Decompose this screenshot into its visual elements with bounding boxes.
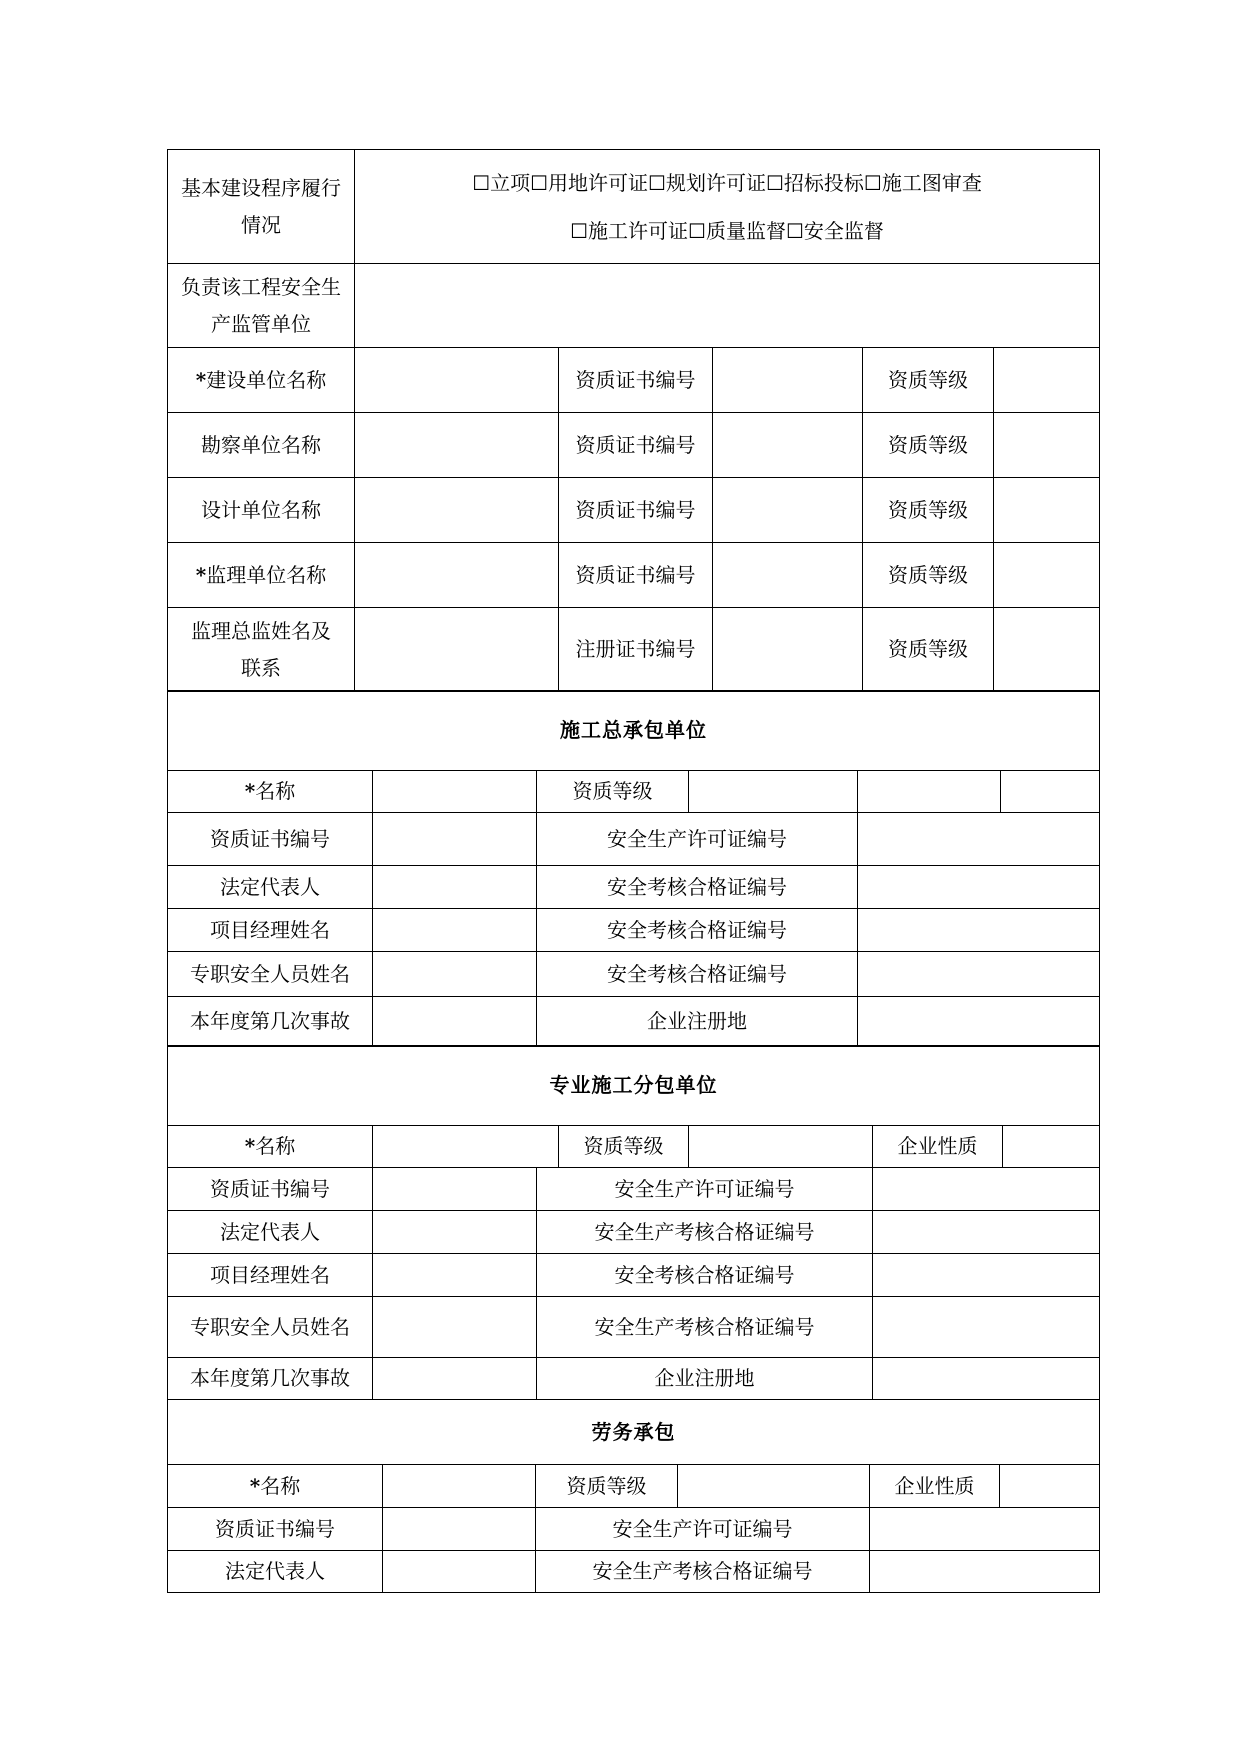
sc-assessment-cert-value[interactable]: [873, 1254, 1100, 1297]
gc-assessment-cert-label: 安全考核合格证编号: [537, 952, 858, 997]
lc-assessment-cert-value[interactable]: [870, 1551, 1100, 1593]
table-row: [168, 1358, 1100, 1400]
cert-no-label: 资质证书编号: [559, 478, 713, 543]
supervision-unit-value[interactable]: [355, 543, 559, 608]
gc-pm-name-label: 项目经理姓名: [168, 909, 373, 952]
procedure-options-line-2[interactable]: ☐施工许可证☐质量监督☐安全监督: [570, 218, 884, 243]
grade-label: 资质等级: [863, 478, 994, 543]
sc-legal-rep-value[interactable]: [373, 1211, 537, 1254]
gc-legal-rep-value[interactable]: [373, 866, 537, 909]
sc-nature-label: 企业性质: [873, 1126, 1003, 1168]
cert-no-value[interactable]: [713, 348, 863, 413]
gc-safety-license-value[interactable]: [858, 813, 1100, 866]
gc-safety-staff-label: 专职安全人员姓名: [168, 952, 373, 997]
grade-label: 资质等级: [863, 348, 994, 413]
gc-cert-no-value[interactable]: [373, 813, 537, 866]
lc-safety-license-value[interactable]: [870, 1508, 1100, 1551]
labor-contractor-table: [167, 1399, 1100, 1593]
cert-no-value[interactable]: [713, 413, 863, 478]
gc-extra-value-1[interactable]: [858, 771, 1001, 813]
table-row: [168, 1465, 1100, 1508]
lc-name-value[interactable]: [383, 1465, 536, 1508]
procedure-checkbox-cell[interactable]: [355, 150, 1100, 264]
sc-name-value[interactable]: [373, 1126, 559, 1168]
sc-accident-count-label: 本年度第几次事故: [168, 1358, 373, 1400]
project-units-table: [167, 149, 1100, 692]
procedure-options-line-1[interactable]: ☐立项☐用地许可证☐规划许可证☐招标投标☐施工图审查: [472, 170, 982, 195]
sc-name-label: *名称: [168, 1126, 373, 1168]
sc-legal-rep-label: 法定代表人: [168, 1211, 373, 1254]
registration-no-label: 注册证书编号: [559, 608, 713, 692]
construction-unit-label: *建设单位名称: [168, 348, 355, 413]
construction-unit-value[interactable]: [355, 348, 559, 413]
gc-extra-value-2[interactable]: [1001, 771, 1100, 813]
table-row: [168, 608, 1100, 692]
table-row: [168, 1254, 1100, 1297]
table-row: [168, 909, 1100, 952]
gc-safety-staff-value[interactable]: [373, 952, 537, 997]
labor-contractor-heading: 劳务承包: [168, 1400, 1100, 1465]
sc-safety-staff-value[interactable]: [373, 1297, 537, 1358]
grade-label: 资质等级: [863, 413, 994, 478]
table-row: [168, 1508, 1100, 1551]
lc-legal-rep-label: 法定代表人: [168, 1551, 383, 1593]
cert-no-value[interactable]: [713, 478, 863, 543]
sc-accident-count-value[interactable]: [373, 1358, 537, 1400]
lc-nature-label: 企业性质: [870, 1465, 1000, 1508]
gc-assessment-cert-value[interactable]: [858, 952, 1100, 997]
grade-value[interactable]: [994, 543, 1100, 608]
sc-registration-place-label: 企业注册地: [537, 1358, 873, 1400]
table-row: [168, 997, 1100, 1047]
sc-registration-place-value[interactable]: [873, 1358, 1100, 1400]
sc-assessment-cert-value[interactable]: [873, 1211, 1100, 1254]
lc-grade-label: 资质等级: [536, 1465, 678, 1508]
grade-value[interactable]: [994, 478, 1100, 543]
gc-assessment-cert-label: 安全考核合格证编号: [537, 909, 858, 952]
cert-no-label: 资质证书编号: [559, 543, 713, 608]
chief-supervisor-label: 监理总监姓名及联系: [168, 608, 355, 692]
gc-legal-rep-label: 法定代表人: [168, 866, 373, 909]
cert-no-label: 资质证书编号: [559, 413, 713, 478]
gc-safety-license-label: 安全生产许可证编号: [537, 813, 858, 866]
sc-cert-no-value[interactable]: [373, 1168, 537, 1211]
lc-cert-no-label: 资质证书编号: [168, 1508, 383, 1551]
design-unit-label: 设计单位名称: [168, 478, 355, 543]
sc-cert-no-label: 资质证书编号: [168, 1168, 373, 1211]
design-unit-value[interactable]: [355, 478, 559, 543]
sub-contractor-heading: 专业施工分包单位: [168, 1046, 1100, 1126]
sc-grade-label: 资质等级: [559, 1126, 689, 1168]
sc-assessment-cert-value[interactable]: [873, 1297, 1100, 1358]
table-row: [168, 478, 1100, 543]
grade-value[interactable]: [994, 413, 1100, 478]
table-row: [168, 1211, 1100, 1254]
table-row: [168, 771, 1100, 813]
gc-grade-value[interactable]: [689, 771, 858, 813]
sc-pm-name-label: 项目经理姓名: [168, 1254, 373, 1297]
sc-pm-name-value[interactable]: [373, 1254, 537, 1297]
chief-supervisor-value[interactable]: [355, 608, 559, 692]
sc-grade-value[interactable]: [689, 1126, 873, 1168]
lc-assessment-cert-label: 安全生产考核合格证编号: [536, 1551, 870, 1593]
table-row: [168, 866, 1100, 909]
table-row: [168, 348, 1100, 413]
general-contractor-heading: 施工总承包单位: [168, 691, 1100, 771]
sc-safety-staff-label: 专职安全人员姓名: [168, 1297, 373, 1358]
supervisor-unit-value[interactable]: [355, 264, 1100, 348]
table-row: [168, 1168, 1100, 1211]
lc-name-label: *名称: [168, 1465, 383, 1508]
gc-accident-count-value[interactable]: [373, 997, 537, 1047]
gc-name-value[interactable]: [373, 771, 537, 813]
survey-unit-value[interactable]: [355, 413, 559, 478]
lc-grade-value[interactable]: [678, 1465, 870, 1508]
general-contractor-table: [167, 690, 1100, 1047]
gc-pm-name-value[interactable]: [373, 909, 537, 952]
supervisor-unit-label: 负责该工程安全生产监管单位: [168, 264, 355, 348]
table-row: [168, 413, 1100, 478]
grade-label: 资质等级: [863, 608, 994, 692]
grade-value[interactable]: [994, 608, 1100, 692]
sc-assessment-cert-label: 安全生产考核合格证编号: [537, 1211, 873, 1254]
grade-value[interactable]: [994, 348, 1100, 413]
survey-unit-label: 勘察单位名称: [168, 413, 355, 478]
cert-no-value[interactable]: [713, 543, 863, 608]
gc-name-label: *名称: [168, 771, 373, 813]
table-row: [168, 952, 1100, 997]
registration-no-value[interactable]: [713, 608, 863, 692]
gc-accident-count-label: 本年度第几次事故: [168, 997, 373, 1047]
sc-safety-license-value[interactable]: [873, 1168, 1100, 1211]
gc-registration-place-value[interactable]: [858, 997, 1100, 1047]
table-row: [168, 1126, 1100, 1168]
sc-safety-license-label: 安全生产许可证编号: [537, 1168, 873, 1211]
lc-safety-license-label: 安全生产许可证编号: [536, 1508, 870, 1551]
sc-assessment-cert-label: 安全生产考核合格证编号: [537, 1297, 873, 1358]
lc-cert-no-value[interactable]: [383, 1508, 536, 1551]
gc-cert-no-label: 资质证书编号: [168, 813, 373, 866]
table-row: [168, 1551, 1100, 1593]
table-row: [168, 1297, 1100, 1358]
lc-nature-value[interactable]: [1000, 1465, 1100, 1508]
sub-contractor-table: [167, 1045, 1100, 1400]
gc-grade-label: 资质等级: [537, 771, 689, 813]
sc-assessment-cert-label: 安全考核合格证编号: [537, 1254, 873, 1297]
gc-assessment-cert-value[interactable]: [858, 866, 1100, 909]
procedure-label: 基本建设程序履行情况: [168, 150, 355, 264]
cert-no-label: 资质证书编号: [559, 348, 713, 413]
sc-nature-value[interactable]: [1003, 1126, 1100, 1168]
lc-legal-rep-value[interactable]: [383, 1551, 536, 1593]
table-row: [168, 813, 1100, 866]
table-row: [168, 543, 1100, 608]
gc-assessment-cert-value[interactable]: [858, 909, 1100, 952]
grade-label: 资质等级: [863, 543, 994, 608]
gc-registration-place-label: 企业注册地: [537, 997, 858, 1047]
supervision-unit-label: *监理单位名称: [168, 543, 355, 608]
gc-assessment-cert-label: 安全考核合格证编号: [537, 866, 858, 909]
